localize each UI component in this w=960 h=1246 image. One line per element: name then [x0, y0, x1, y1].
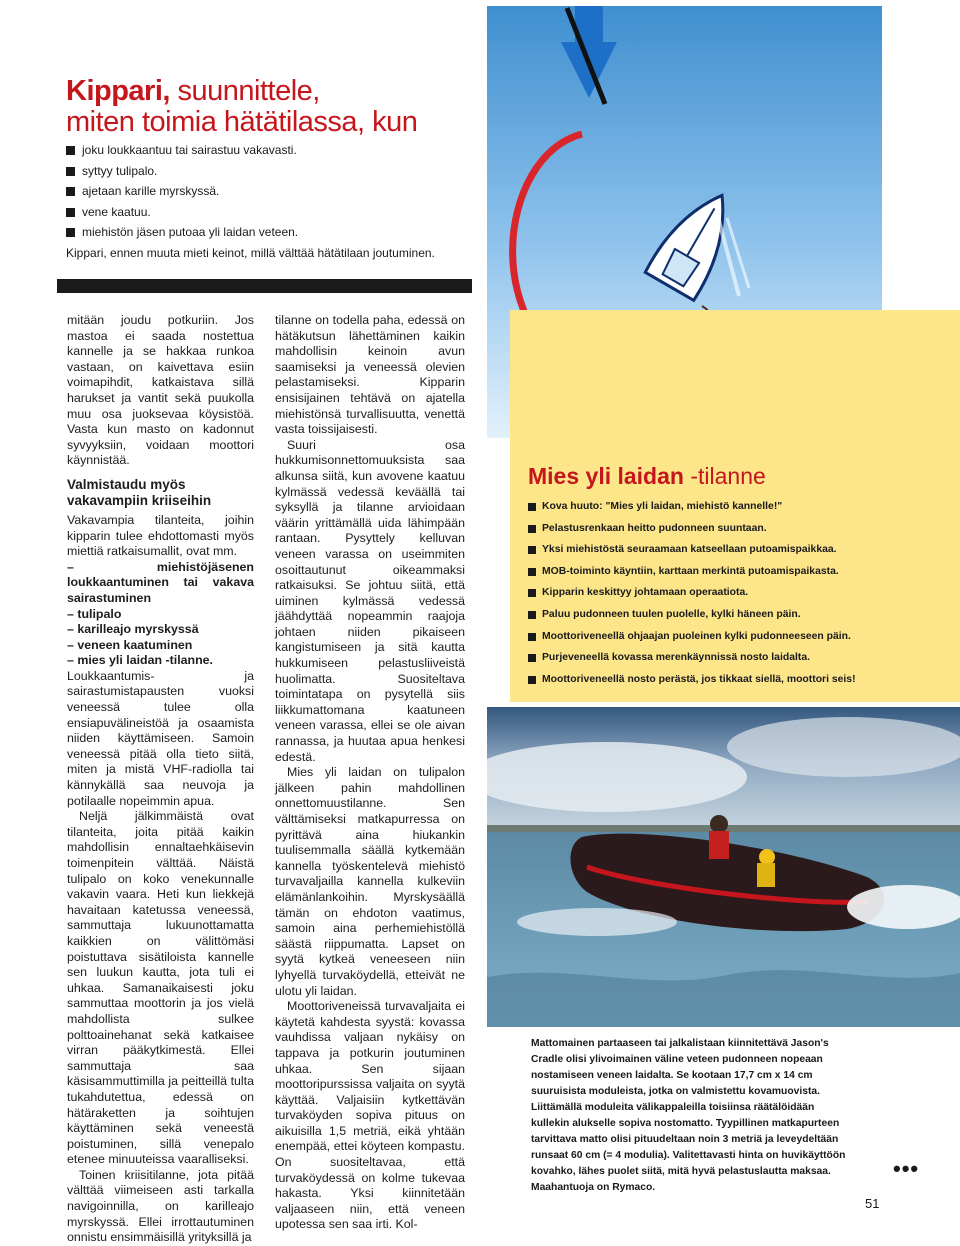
spray [517, 908, 677, 936]
continuation-dots: ••• [893, 1156, 920, 1181]
list-item: Kova huuto: "Mies yli laidan, miehistö kannelle!" [528, 496, 948, 518]
boat-icon [645, 181, 747, 300]
dash-item: – tulipalo [67, 607, 254, 623]
paragraph: Suuri osa hukkumisonnettomuuksista saa alkunsa siitä, kun avovene kaatuu kylmässä vedessä keväällä tai syksyllä ja tilanne arvioidaan väärin yrittämällä uida lähimpään rantaan. Pysyttely kelluvan veneen varassa on useimmiten osoittautunut oikeammaksi ratkaisuksi. Se johtuu siitä, että uiminen kylmässä vedessä jäähdyttää nopeammin raajoja johtaen niiden pikaiseen kangistumiseen ja sitä kautta hukkumiseen pelastusliiveistä huolimatta. Suositeltava toimintatapa on pysytellä siis liikkumattomana kaatuneen veneen varassa, ellei se ole aivan rannassa, ja huutaa apua henkesi edestä. [275, 437, 465, 764]
paragraph: Neljä jälkimmäistä ovat tilanteita, joita pitää kaikin mahdollisin ennaltaehkäisevin toimenpitein välttää. Näistä tulipalo on koko venekunnalle vakavin vaara. Heti kun liekkejä havaitaan katetussa veneessä, sammuttaja lukuunottamatta kaikkien on välittömäsi poistuttava sisätiloista kannelle sen luukun kautta, jota tuli ei uhkaa. Samanaikaisesti joku sammuttaa moottorin ja jos vielä mahdollista sulkee polttoainehanat sekä katkaisee virran pääkytkimestä. Ellei sammuttaja saa käsisammuttimilla ja peitteillä tulta tukahdutettua, edessä on hätäraketten ja soihtujen käyttäminen sekä veneestä poistuminen, sillä venepalo etenee minuuteissa vaaralliseksi. [67, 809, 254, 1167]
photo-caption: Mattomainen partaaseen tai jalkalistaan kiinnitettävä Jason's Cradle olisi ylivoimainen väline veteen pudonneen nopeaan nostamiseen veneen laidalta. Se kootaan 17,7 cm x 14 cm suuruisista moduleista, jotka on valmistettu kovamuovista. Liittämällä moduleita välikappaleilla toisiinsa räätälöidään kullekin alukselle sopiva nostomatto. Tyypillinen matkapurteen tarvittava matto olisi pituudeltaan noin 3 metriä ja leveydeltään runsaat 60 cm (= 4 modulia). Valitettavasti hinta on huvikäyttöön kovahko, lähes puolet siitä, mitä hyvä pelastuslautta maksaa. Maahantuoja on Rymaco. [531, 1038, 846, 1193]
photo-drawing [487, 707, 960, 1027]
list-item: joku loukkaantuu tai sairastuu vakavasti. [66, 140, 476, 161]
list-item: Purjeveneellä kovassa merenkäynnissä nosto laidalta. [528, 647, 948, 669]
list-item: Kipparin keskittyy johtamaan operaatiota. [528, 582, 948, 604]
column-1 [67, 313, 254, 1246]
list-item: Pelastusrenkaan heitto pudonneen suuntaan. [528, 518, 948, 540]
paragraph: Loukkaantumis- ja sairastumistapausten vuoksi veneessä tulee olla ensiapuvälineistöä ja osaamista niiden käyttämiseen. Samoin veneessä pitää olla tieto siitä, miten ja mistä VHF-radiolla tai kännykällä saa neuvoja ja potilaalle nopeimmin apua. [67, 668, 254, 808]
list-item: Paluu pudonneen tuulen puolelle, kylki häneen päin. [528, 604, 948, 626]
boat-wake [719, 218, 749, 296]
list-item: miehistön jäsen putoaa yli laidan veteen. [66, 222, 476, 243]
list-item: ajetaan karille myrskyssä. [66, 181, 476, 202]
page-title [66, 76, 486, 138]
mob-steps-list [528, 496, 948, 690]
dash-item: – miehistöjäsenen loukkaantuminen tai vakava sairastuminen [67, 560, 254, 607]
emergency-list [66, 140, 476, 243]
title-line-2: miten toimia hätätilassa, kun [66, 106, 418, 138]
list-item: Moottoriveneellä ohjaajan puoleinen kylki pudonneeseen päin. [528, 626, 948, 648]
wind-arrow-icon [561, 6, 617, 104]
paragraph: Moottoriveneissä turvavaljaita ei käytetä kahdesta syystä: kovassa vauhdissa valjaan nykäisy on tappava ja potkurin joutuminen uhkaa. Sen sijaan moottoripurssissa valjaita on syytä käyttää. Valjaisiin kytkettävän turvaköyden sopiva pituus on aikuisilla 1,5 metriä, eikä yhtään enempää, ettei köyteen kompastu. On suositeltavaa, että turvaköydessä on kolme tukevaa hakasta. Yksi kiinnitetään valjaaseen niin, että veneen upotessa sen saa irti. Kol- [275, 999, 465, 1232]
divider-bar [57, 279, 472, 293]
dash-item: – karilleajo myrskyssä [67, 622, 254, 638]
dash-item: – veneen kaatuminen [67, 638, 254, 654]
column-2 [275, 313, 465, 1233]
title-part: suunnittele, [169, 75, 320, 107]
list-item: MOB-toiminto käyntiin, karttaan merkintä putoamispaikasta. [528, 561, 948, 583]
list-item: Yksi miehistöstä seuraamaan katseellaan putoamispaikkaa. [528, 539, 948, 561]
paragraph: Mies yli laidan on tulipalon jälkeen pahin mahdollinen onnettomuustilanne. Sen välttämiseksi matkapurressa on pyrittävä aina hiukankin tuulisemmalla säällä kytkemään kannella työskentelevä miehistö turvavaljailla kannella kulkeviin elämänlankoihin. Myrskysäällä tämän on ehdoton vaatimus, samoin aina perhemiehistöllä säästä riippumatta. Lapset on syytä kytkeä veneeseen niin lyhyellä turvaköydellä, etteivät ne ulotu yli laidan. [275, 765, 465, 998]
list-item: syttyy tulipalo. [66, 161, 476, 182]
page-number: 51 [865, 1196, 880, 1211]
wave [487, 970, 960, 1027]
paragraph: mitään joudu potkuriin. Jos mastoa ei saada nostettua kannelle ja se hakkaa runkoa vastaan, on kaivettava esiin voimapihdit, katkaistava sillä harukset ja vantit sekä puukolla muu osa juoksevaa köysistöä. Vasta kun masto on kadonnut syvyyksiin, voidaan moottori käynnistää. [67, 313, 254, 468]
mob-title-rest: -tilanne [683, 463, 766, 489]
list-item: vene kaatuu. [66, 202, 476, 223]
section-heading: Valmistaudu myös vakavampiin kriiseihin [67, 476, 212, 508]
title-emphasis: Kippari, [66, 75, 170, 107]
paragraph: Toinen kriisitilanne, jota pitää välttää viimeiseen asti tarkalla navigoinnilla, on karilleajo myrskyssä. Ellei irrottautuminen onnistu ensimmäisillä yrityksillä ja [67, 1167, 254, 1245]
paragraph: tilanne on todella paha, edessä on hätäkutsun lähettäminen kaikin mahdollisin keinoin avun saamiseksi ja veneessä olevien pelastamiseksi. Kipparin ensisijainen tehtävä on ajatella miehistönsä turvallisuutta, venettä vasta toissijaisesti. [275, 313, 465, 437]
mob-box-title [528, 462, 948, 490]
paragraph: Vakavampia tilanteita, joihin kipparin tulee ehdottomasti myös miettiä ratkaisumallit, ovat mm. [67, 512, 254, 559]
mob-title-bold: Mies yli laidan [528, 463, 684, 489]
dash-item: – mies yli laidan -tilanne. [67, 653, 254, 669]
cloud [727, 717, 960, 777]
rib-boat-photo [487, 707, 960, 1027]
intro-note: Kippari, ennen muuta mieti keinot, millä välttää hätätilaan joutuminen. [66, 246, 435, 260]
list-item: Moottoriveneellä nosto perästä, jos tikkaat siellä, moottori seis! [528, 669, 948, 691]
